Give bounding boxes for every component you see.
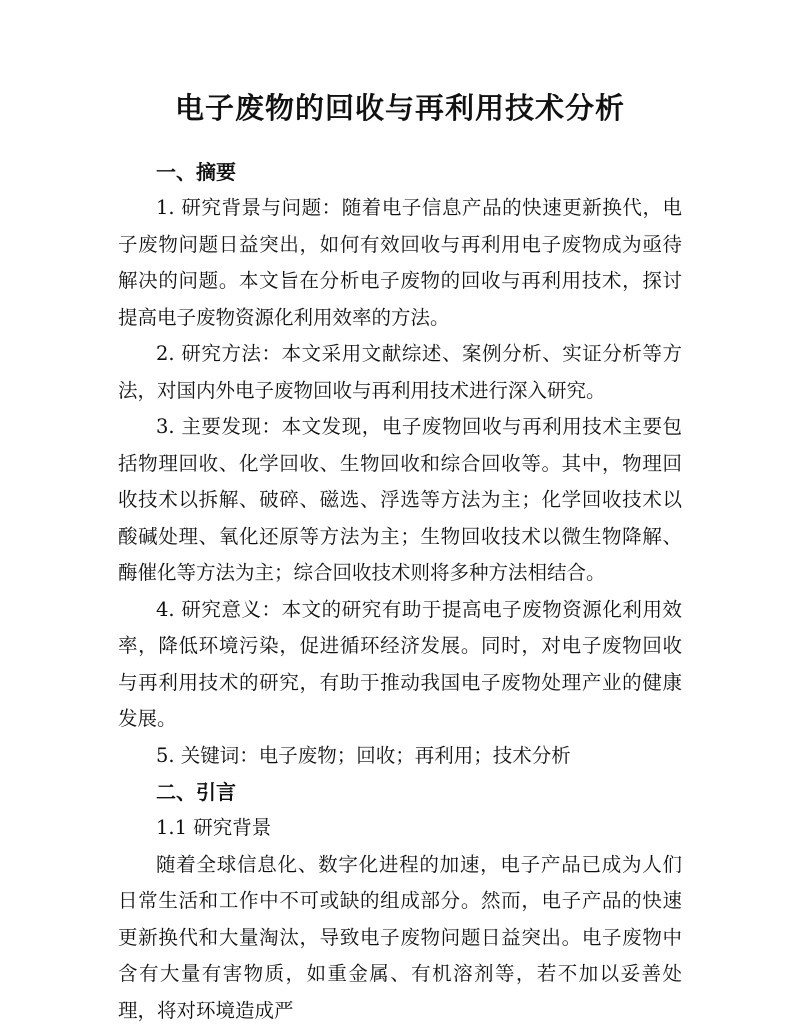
intro-paragraph: 随着全球信息化、数字化进程的加速，电子产品已成为人们日常生活和工作中不可或缺的组成部分。然而，电子产品的快速更新换代和大量淘汰，导致电子废物问题日益突出。电子废物中含有大量有害物质，如重金属、有机溶剂等，若不加以妥善处理，将对环境造成严 (118, 852, 682, 1022)
abstract-item-4: 4. 研究意义：本文的研究有助于提高电子废物资源化利用效率，降低环境污染，促进循环经济发展。同时，对电子废物回收与再利用技术的研究，有助于推动我国电子废物处理产业的健康发展。 (118, 597, 682, 730)
intro-subheading: 1.1 研究背景 (156, 816, 272, 839)
intro-heading: 二、引言 (156, 780, 236, 804)
abstract-item-2: 2. 研究方法：本文采用文献综述、案例分析、实证分析等方法，对国内外电子废物回收与再利用技术进行深入研究。 (118, 342, 682, 402)
abstract-item-1: 1. 研究背景与问题：随着电子信息产品的快速更新换代，电子废物问题日益突出，如何有效回收与再利用电子废物成为亟待解决的问题。本文旨在分析电子废物的回收与再利用技术，探讨提高电子废物资源化利用效率的方法。 (118, 196, 682, 329)
document-title: 电子废物的回收与再利用技术分析 (174, 91, 625, 125)
abstract-keywords: 5. 关键词：电子废物；回收；再利用；技术分析 (156, 743, 571, 767)
abstract-heading: 一、摘要 (156, 160, 236, 184)
abstract-item-3: 3. 主要发现：本文发现，电子废物回收与再利用技术主要包括物理回收、化学回收、生物回收和综合回收等。其中，物理回收技术以拆解、破碎、磁选、浮选等方法为主；化学回收技术以酸碱处理、氧化还原等方法为主；生物回收技术以微生物降解、酶催化等方法为主；综合回收技术则将多种方法相结合。 (118, 415, 682, 584)
